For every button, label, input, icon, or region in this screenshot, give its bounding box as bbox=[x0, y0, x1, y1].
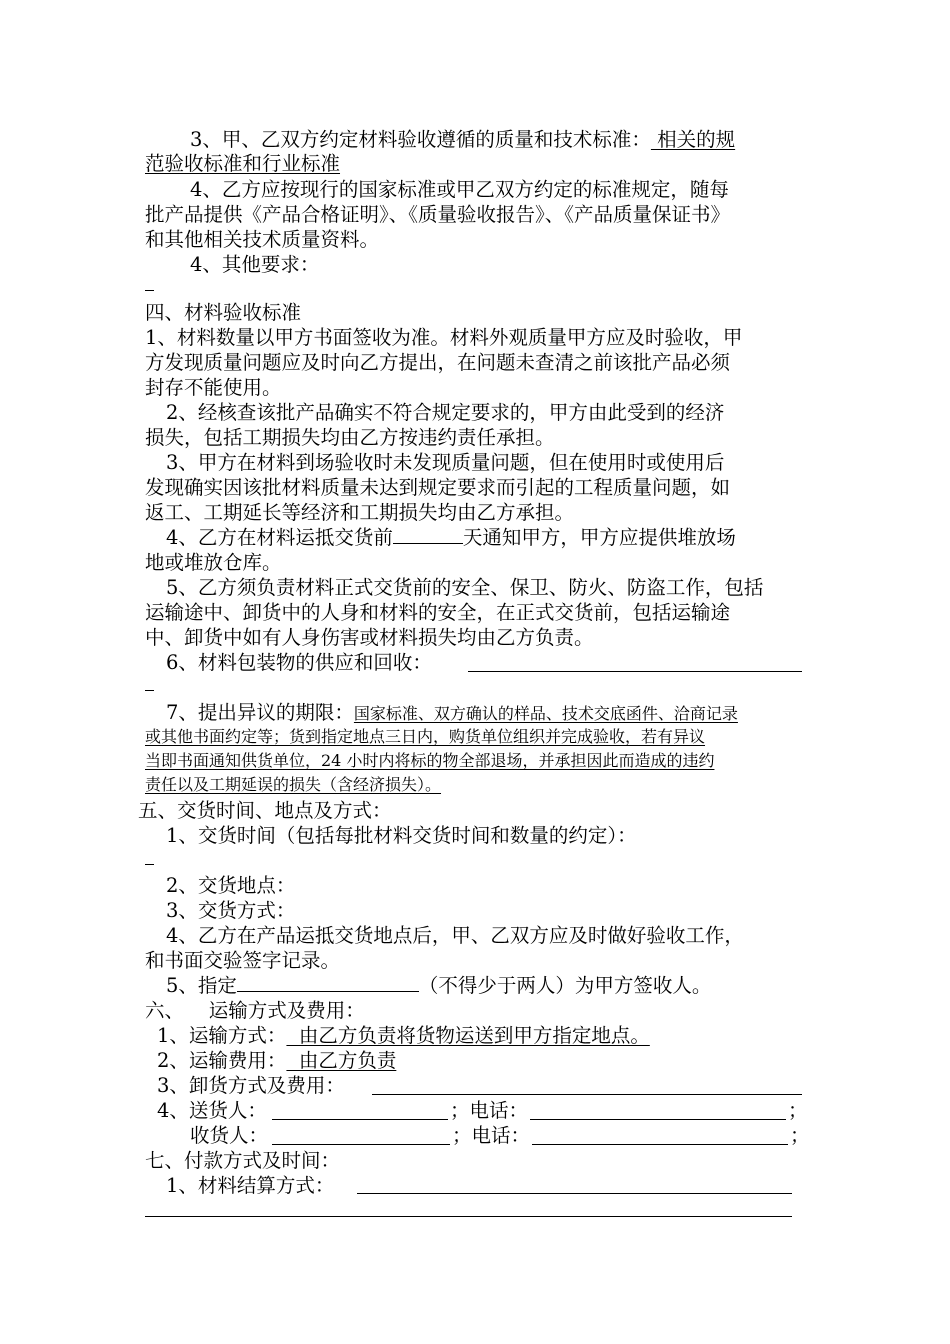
s5-item-4-line-1: 4、乙方在产品运抵交货地点后，甲、乙双方应及时做好验收工作， bbox=[166, 924, 744, 947]
blank-line bbox=[145, 864, 154, 865]
blank-line bbox=[145, 290, 154, 291]
quality-standard-value: 相关的规 bbox=[650, 128, 736, 151]
packaging-field[interactable] bbox=[468, 671, 802, 672]
s4-item-4-line-2: 地或堆放仓库。 bbox=[145, 551, 282, 574]
unloading-field[interactable] bbox=[372, 1094, 802, 1095]
s6-item-1: 1、运输方式： 由乙方负责将货物运送到甲方指定地点。 bbox=[157, 1024, 650, 1047]
clause-4-line-3: 和其他相关技术质量资料。 bbox=[145, 228, 380, 251]
clause-3-line-2: 范验收标准和行业标准 bbox=[145, 152, 341, 175]
s4-item-7-line-1: 7、提出异议的期限：国家标准、双方确认的样品、技术交底函件、洽商记录 bbox=[166, 701, 738, 724]
blank-line bbox=[145, 690, 154, 691]
s4-item-6: 6、材料包装物的供应和回收： bbox=[166, 651, 432, 674]
s6-sender-end: ； bbox=[788, 1099, 808, 1122]
s6-item-3: 3、卸货方式及费用： bbox=[157, 1074, 345, 1097]
s4-item-3-line-3: 返工、工期延长等经济和工期损失均由乙方承担。 bbox=[145, 501, 575, 524]
sender-field[interactable] bbox=[272, 1119, 448, 1120]
settlement-field[interactable] bbox=[357, 1193, 792, 1194]
clause-4-other-requirements: 4、其他要求： bbox=[190, 253, 320, 276]
signee-field[interactable] bbox=[237, 973, 419, 992]
s6-sender-label: 4、送货人： bbox=[157, 1099, 267, 1122]
s4-item-4-line-1: 4、乙方在材料运抵交货前 天通知甲方，甲方应提供堆放场 bbox=[166, 526, 736, 549]
transport-cost-value: 由乙方负责 bbox=[286, 1049, 397, 1072]
clause-4-line-2: 批产品提供《产品合格证明》、《质量验收报告》、《产品质量保证书》 bbox=[145, 203, 731, 226]
s4-item-7-line-2: 或其他书面约定等；货到指定地点三日内，购货单位组织并完成验收，若有异议 bbox=[145, 727, 706, 746]
notice-days-field[interactable] bbox=[393, 525, 463, 544]
s6-receiver-end: ； bbox=[790, 1124, 810, 1147]
s6-sender-phone-label: ；电话： bbox=[450, 1099, 529, 1122]
s4-item-3-line-2: 发现确实因该批材料质量未达到规定要求而引起的工程质量问题，如 bbox=[145, 476, 731, 499]
s5-item-4-line-2: 和书面交验签字记录。 bbox=[145, 949, 341, 972]
section-6-heading: 六、 运输方式及费用： bbox=[145, 999, 365, 1022]
s5-item-3: 3、交货方式： bbox=[166, 899, 296, 922]
s5-item-1: 1、交货时间（包括每批材料交货时间和数量的约定）： bbox=[166, 824, 637, 847]
s4-item-2-line-1: 2、经核查该批产品确实不符合规定要求的，甲方由此受到的经济 bbox=[166, 401, 725, 424]
s4-item-7-line-4: 责任以及工期延误的损失（含经济损失）。 bbox=[145, 775, 442, 794]
clause-4-line-1: 4、乙方应按现行的国家标准或甲乙双方约定的标准规定，随每 bbox=[190, 178, 729, 201]
s4-item-3-line-1: 3、甲方在材料到场验收时未发现质量问题，但在使用时或使用后 bbox=[166, 451, 725, 474]
clause-3-line-1: 3、甲、乙双方约定材料验收遵循的质量和技术标准： 相关的规 bbox=[190, 128, 736, 151]
objection-period-value: 国家标准、双方确认的样品、技术交底函件、洽商记录 bbox=[353, 704, 738, 723]
s5-item-2: 2、交货地点： bbox=[166, 874, 296, 897]
transport-method-value: 由乙方负责将货物运送到甲方指定地点。 bbox=[286, 1024, 650, 1047]
s6-receiver-phone-label: ；电话： bbox=[452, 1124, 531, 1147]
s4-item-1-line-1: 1、材料数量以甲方书面签收为准。材料外观质量甲方应及时验收，甲 bbox=[145, 326, 743, 349]
s6-item-2: 2、运输费用： 由乙方负责 bbox=[157, 1049, 397, 1072]
receiver-phone-field[interactable] bbox=[532, 1144, 788, 1145]
s5-item-5: 5、指定 （不得少于两人）为甲方签收人。 bbox=[166, 974, 712, 997]
s4-item-7-line-3: 当即书面通知供货单位，24 小时内将标的物全部退场，并承担因此而造成的违约 bbox=[145, 751, 715, 770]
settlement-field-continued[interactable] bbox=[145, 1216, 792, 1217]
s4-item-1-line-2: 方发现质量问题应及时向乙方提出，在问题未查清之前该批产品必须 bbox=[145, 351, 731, 374]
s4-item-5-line-1: 5、乙方须负责材料正式交货前的安全、保卫、防火、防盗工作，包括 bbox=[166, 576, 764, 599]
s4-item-5-line-3: 中、卸货中如有人身伤害或材料损失均由乙方负责。 bbox=[145, 626, 594, 649]
section-7-heading: 七、付款方式及时间： bbox=[145, 1149, 341, 1172]
s4-item-2-line-2: 损失，包括工期损失均由乙方按违约责任承担。 bbox=[145, 426, 555, 449]
receiver-field[interactable] bbox=[272, 1144, 450, 1145]
s4-item-5-line-2: 运输途中、卸货中的人身和材料的安全，在正式交货前，包括运输途 bbox=[145, 601, 731, 624]
s6-receiver-label: 收货人： bbox=[190, 1124, 269, 1147]
section-4-heading: 四、材料验收标准 bbox=[145, 301, 302, 324]
sender-phone-field[interactable] bbox=[530, 1119, 786, 1120]
s7-item-1: 1、材料结算方式： bbox=[166, 1174, 335, 1197]
s4-item-1-line-3: 封存不能使用。 bbox=[145, 376, 282, 399]
section-5-heading: 五、交货时间、地点及方式： bbox=[138, 799, 392, 822]
